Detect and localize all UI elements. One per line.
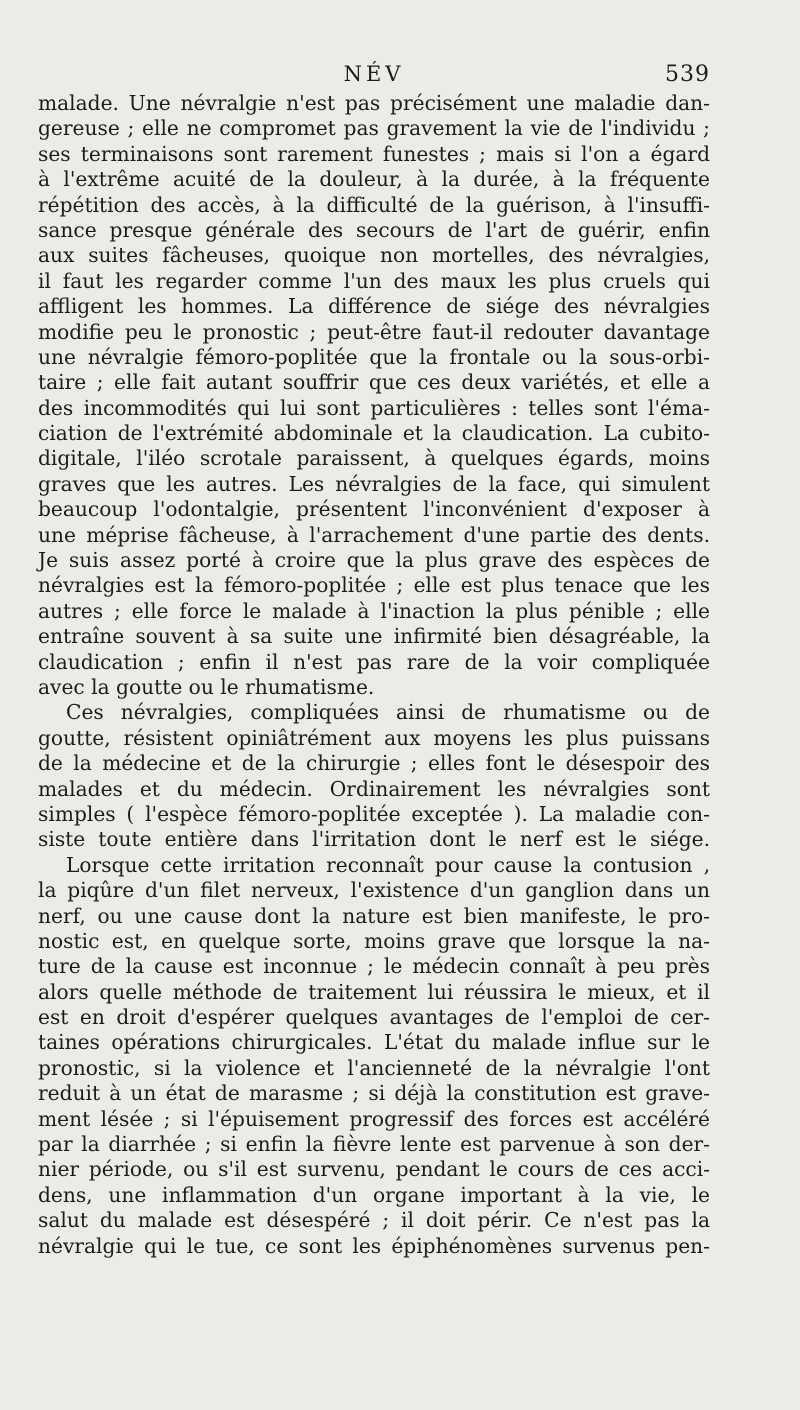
text-line: aux suites fâcheuses, quoique non mortelles, des névralgies, xyxy=(38,243,710,268)
paragraph-2 xyxy=(38,700,710,852)
text-line: simples ( l'espèce fémoro-poplitée exceptée ). La maladie con- xyxy=(38,801,710,826)
text-line: dens, une inflammation d'un organe important à la vie, le xyxy=(38,1182,710,1207)
text-line: névralgie qui le tue, ce sont les épiphénomènes survenus pen- xyxy=(38,1233,710,1258)
text-line: gereuse ; elle ne compromet pas gravement la vie de l'individu ; xyxy=(38,116,710,141)
text-line: taines opérations chirurgicales. L'état du malade influe sur le xyxy=(38,1030,710,1055)
text-line: une névralgie fémoro-poplitée que la frontale ou la sous-orbi- xyxy=(38,344,710,369)
text-line: graves que les autres. Les névralgies de la face, qui simulent xyxy=(38,471,710,496)
paragraph-3 xyxy=(38,853,710,1259)
text-line: de la médecine et de la chirurgie ; elles font le désespoir des xyxy=(38,751,710,776)
text-line: nostic est, en quelque sorte, moins grave que lorsque la na- xyxy=(38,928,710,953)
text-line: sance presque générale des secours de l'art de guérir, enfin xyxy=(38,217,710,242)
text-line: reduit à un état de marasme ; si déjà la constitution est grave- xyxy=(38,1081,710,1106)
text-line: modifie peu le pronostic ; peut-être faut-il redouter davantage xyxy=(38,319,710,344)
running-head: NÉV xyxy=(343,62,405,86)
paragraph-1 xyxy=(38,91,710,700)
text-line: à l'extrême acuité de la douleur, à la durée, à la fréquente xyxy=(38,167,710,192)
text-line: beaucoup l'odontalgie, présentent l'inconvénient d'exposer à xyxy=(38,497,710,522)
text-line: taire ; elle fait autant souffrir que ces deux variétés, et elle a xyxy=(38,370,710,395)
text-line: répétition des accès, à la difficulté de la guérison, à l'insuffi- xyxy=(38,192,710,217)
text-line: névralgies est la fémoro-poplitée ; elle est plus tenace que les xyxy=(38,573,710,598)
text-line: ture de la cause est inconnue ; le médecin connaît à peu près xyxy=(38,954,710,979)
text-line: nier période, ou s'il est survenu, pendant le cours de ces acci- xyxy=(38,1157,710,1182)
text-line: digitale, l'iléo scrotale paraissent, à quelques égards, moins xyxy=(38,446,710,471)
text-line: pronostic, si la violence et l'ancienneté de la névralgie l'ont xyxy=(38,1055,710,1080)
text-line: des incommodités qui lui sont particulières : telles sont l'éma- xyxy=(38,395,710,420)
text-line: Je suis assez porté à croire que la plus grave des espèces de xyxy=(38,548,710,573)
text-line: goutte, résistent opiniâtrément aux moyens les plus puissans xyxy=(38,725,710,750)
text-line: Lorsque cette irritation reconnaît pour cause la contusion , xyxy=(66,852,710,877)
text-line: alors quelle méthode de traitement lui réussira le mieux, et il xyxy=(38,979,710,1004)
text-line: la piqûre d'un filet nerveux, l'existence d'un ganglion dans un xyxy=(38,878,710,903)
text-line: affligent les hommes. La différence de siége des névralgies xyxy=(38,294,710,319)
text-line: salut du malade est désespéré ; il doit périr. Ce n'est pas la xyxy=(38,1208,710,1233)
text-line: ment lésée ; si l'épuisement progressif des forces est accéléré xyxy=(38,1106,710,1131)
text-line: il faut les regarder comme l'un des maux les plus cruels qui xyxy=(38,268,710,293)
text-line: ciation de l'extrémité abdominale et la claudication. La cubito- xyxy=(38,421,710,446)
text-line: est en droit d'espérer quelques avantages de l'emploi de cer- xyxy=(38,1005,710,1030)
text-line: par la diarrhée ; si enfin la fièvre lente est parvenue à son der- xyxy=(38,1132,710,1157)
text-line: nerf, ou une cause dont la nature est bien manifeste, le pro- xyxy=(38,903,710,928)
text-line: autres ; elle force le malade à l'inaction la plus pénible ; elle xyxy=(38,598,710,623)
text-line: avec la goutte ou le rhumatisme. xyxy=(38,674,375,699)
text-line: entraîne souvent à sa suite une infirmité bien désagréable, la xyxy=(38,624,710,649)
body-text xyxy=(38,91,710,1259)
text-line: ses terminaisons sont rarement funestes ; mais si l'on a égard xyxy=(38,141,710,166)
page-number: 539 xyxy=(665,62,710,87)
text-line: Ces névralgies, compliquées ainsi de rhumatisme ou de xyxy=(66,700,710,725)
text-line: claudication ; enfin il n'est pas rare de la voir compliquée xyxy=(38,649,710,674)
text-line: siste toute entière dans l'irritation dont le nerf est le siége. xyxy=(38,827,710,852)
text-line: malades et du médecin. Ordinairement les névralgies sont xyxy=(38,776,710,801)
page-header xyxy=(38,62,710,92)
text-line: une méprise fâcheuse, à l'arrachement d'une partie des dents. xyxy=(38,522,710,547)
text-line: malade. Une névralgie n'est pas précisément une maladie dan- xyxy=(38,91,710,115)
